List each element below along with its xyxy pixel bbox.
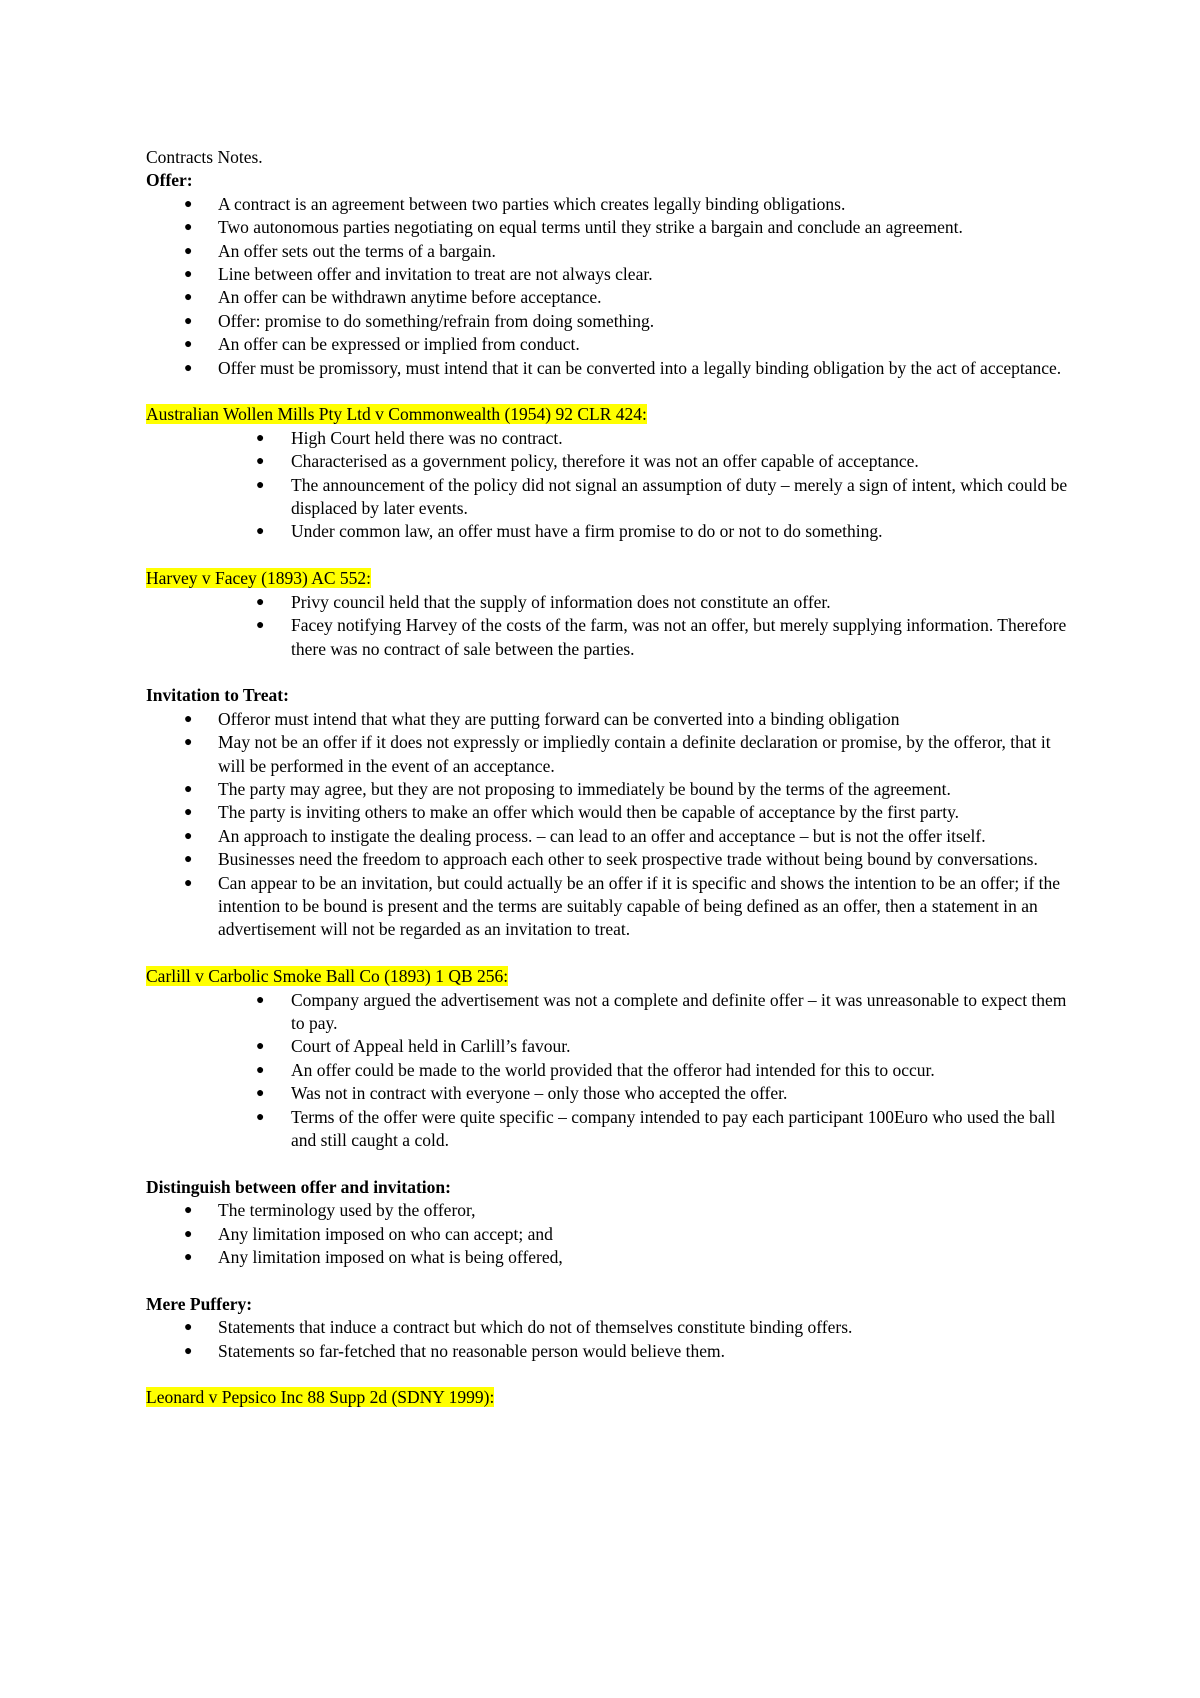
list-item: ● Offer must be promissory, must intend that it can be converted into a legally binding obligation by the act of acceptance. <box>146 357 1076 380</box>
document-title: Contracts Notes. <box>146 147 263 167</box>
bullet-icon: ● <box>184 267 193 283</box>
list-item: ● An offer could be made to the world provided that the offeror had intended for this to occur. <box>146 1059 1076 1082</box>
list-item: ● Privy council held that the supply of information does not constitute an offer. <box>146 591 1076 614</box>
offer-bullet-list <box>146 193 1076 380</box>
list-item: ● Can appear to be an invitation, but could actually be an offer if it is specific and shows the intention to be an offer; if the intention to be bound is present and the terms are suitably capable of being defined as an offer, then a statement in an advertisement will not be regarded as an invitation to treat. <box>184 872 1061 940</box>
list-item: ● Was not in contract with everyone – only those who accepted the offer. <box>146 1082 1076 1105</box>
case1-bullet-list <box>146 427 1076 544</box>
bullet-icon: ● <box>256 1109 265 1125</box>
bullet-icon: ● <box>184 735 193 751</box>
list-item: ● Characterised as a government policy, therefore it was not an offer capable of acceptance. <box>146 450 1076 473</box>
list-item: ● The terminology used by the offeror, <box>146 1199 1076 1222</box>
case-heading-leonard-v-pepsico: Leonard v Pepsico Inc 88 Supp 2d (SDNY 1999): <box>146 1387 495 1408</box>
bullet-icon: ● <box>184 243 193 259</box>
bullet-icon: ● <box>184 313 193 329</box>
list-item: ● Offeror must intend that what they are putting forward can be converted into a binding obligation <box>146 708 1076 731</box>
list-item: ● An approach to instigate the dealing process. – can lead to an offer and acceptance – but is not the offer itself. <box>146 825 1076 848</box>
list-item: ● Company argued the advertisement was not a complete and definite offer – it was unreasonable to expect them to pay. <box>256 989 1067 1033</box>
list-item: ● Statements that induce a contract but which do not of themselves constitute binding offers. <box>146 1316 1076 1339</box>
list-item: ● Court of Appeal held in Carlill’s favour. <box>146 1035 1076 1058</box>
list-item: ● High Court held there was no contract. <box>146 427 1076 450</box>
bullet-icon: ● <box>184 1343 193 1359</box>
list-item: ● Any limitation imposed on what is being offered, <box>146 1246 1076 1269</box>
list-item: ● The party may agree, but they are not proposing to immediately be bound by the terms of the agreement. <box>146 778 1076 801</box>
bullet-icon: ● <box>256 477 265 493</box>
list-item: ● A contract is an agreement between two parties which creates legally binding obligations. <box>146 193 1076 216</box>
case-heading-australian-wollen-mills: Australian Wollen Mills Pty Ltd v Commonwealth (1954) 92 CLR 424: <box>146 404 647 425</box>
case3-bullet-list <box>146 989 1076 1153</box>
bullet-icon: ● <box>184 1250 193 1266</box>
bullet-icon: ● <box>256 1086 265 1102</box>
distinguish-bullet-list <box>146 1199 1076 1269</box>
list-item: ● Under common law, an offer must have a firm promise to do or not to do something. <box>146 520 1076 543</box>
bullet-icon: ● <box>184 1320 193 1336</box>
list-item: ● Two autonomous parties negotiating on equal terms until they strike a bargain and conclude an agreement. <box>146 216 1076 239</box>
section-heading-mere-puffery: Mere Puffery: <box>146 1293 253 1314</box>
bullet-icon: ● <box>184 220 193 236</box>
bullet-icon: ● <box>256 1039 265 1055</box>
bullet-icon: ● <box>184 852 193 868</box>
list-item: ● The announcement of the policy did not signal an assumption of duty – merely a sign of intent, which could be displaced by later events. <box>256 474 1068 519</box>
case-heading-carlill-v-carbolic: Carlill v Carbolic Smoke Ball Co (1893) 1 QB 256: <box>146 966 509 987</box>
bullet-icon: ● <box>184 711 193 727</box>
bullet-icon: ● <box>184 360 193 376</box>
bullet-icon: ● <box>184 196 193 212</box>
case2-bullet-list <box>146 591 1076 661</box>
bullet-icon: ● <box>184 290 193 306</box>
case-heading-harvey-v-facey: Harvey v Facey (1893) AC 552: <box>146 568 372 589</box>
list-item: ● Any limitation imposed on who can accept; and <box>146 1223 1076 1246</box>
bullet-icon: ● <box>256 524 265 540</box>
bullet-icon: ● <box>184 337 193 353</box>
list-item: ● Businesses need the freedom to approach each other to seek prospective trade without being bound by conversations. <box>146 848 1076 871</box>
list-item: ● May not be an offer if it does not expressly or impliedly contain a definite declaration or promise, by the offeror, that it will be performed in the event of an acceptance. <box>184 732 1051 776</box>
bullet-icon: ● <box>184 805 193 821</box>
bullet-icon: ● <box>256 992 265 1008</box>
invitation-bullet-list <box>146 708 1076 942</box>
bullet-icon: ● <box>184 875 193 891</box>
list-item: ● An offer can be withdrawn anytime before acceptance. <box>146 286 1076 309</box>
document-page <box>146 146 1076 1410</box>
bullet-icon: ● <box>256 1062 265 1078</box>
list-item: ● Facey notifying Harvey of the costs of the farm, was not an offer, but merely supplying information. Therefore there was no contract of sale between the parties. <box>256 615 1067 659</box>
bullet-icon: ● <box>256 594 265 610</box>
list-item: ● Line between offer and invitation to treat are not always clear. <box>146 263 1076 286</box>
section-heading-distinguish: Distinguish between offer and invitation: <box>146 1176 451 1197</box>
bullet-icon: ● <box>256 430 265 446</box>
puffery-bullet-list <box>146 1316 1076 1363</box>
list-item: ● Statements so far-fetched that no reasonable person would believe them. <box>146 1340 1076 1363</box>
bullet-icon: ● <box>184 781 193 797</box>
bullet-icon: ● <box>184 828 193 844</box>
list-item: ● The party is inviting others to make an offer which would then be capable of acceptance by the first party. <box>146 801 1076 824</box>
list-item: ● Terms of the offer were quite specific – company intended to pay each participant 100Euro who used the ball and still caught a cold. <box>256 1106 1056 1150</box>
list-item: ● An offer sets out the terms of a bargain. <box>146 240 1076 263</box>
bullet-icon: ● <box>256 454 265 470</box>
section-heading-offer: Offer: <box>146 170 193 191</box>
bullet-icon: ● <box>184 1226 193 1242</box>
bullet-icon: ● <box>184 1203 193 1219</box>
list-item: ● An offer can be expressed or implied from conduct. <box>146 333 1076 356</box>
list-item: ● Offer: promise to do something/refrain from doing something. <box>146 310 1076 333</box>
bullet-icon: ● <box>256 618 265 634</box>
section-heading-invitation-to-treat: Invitation to Treat: <box>146 685 289 706</box>
